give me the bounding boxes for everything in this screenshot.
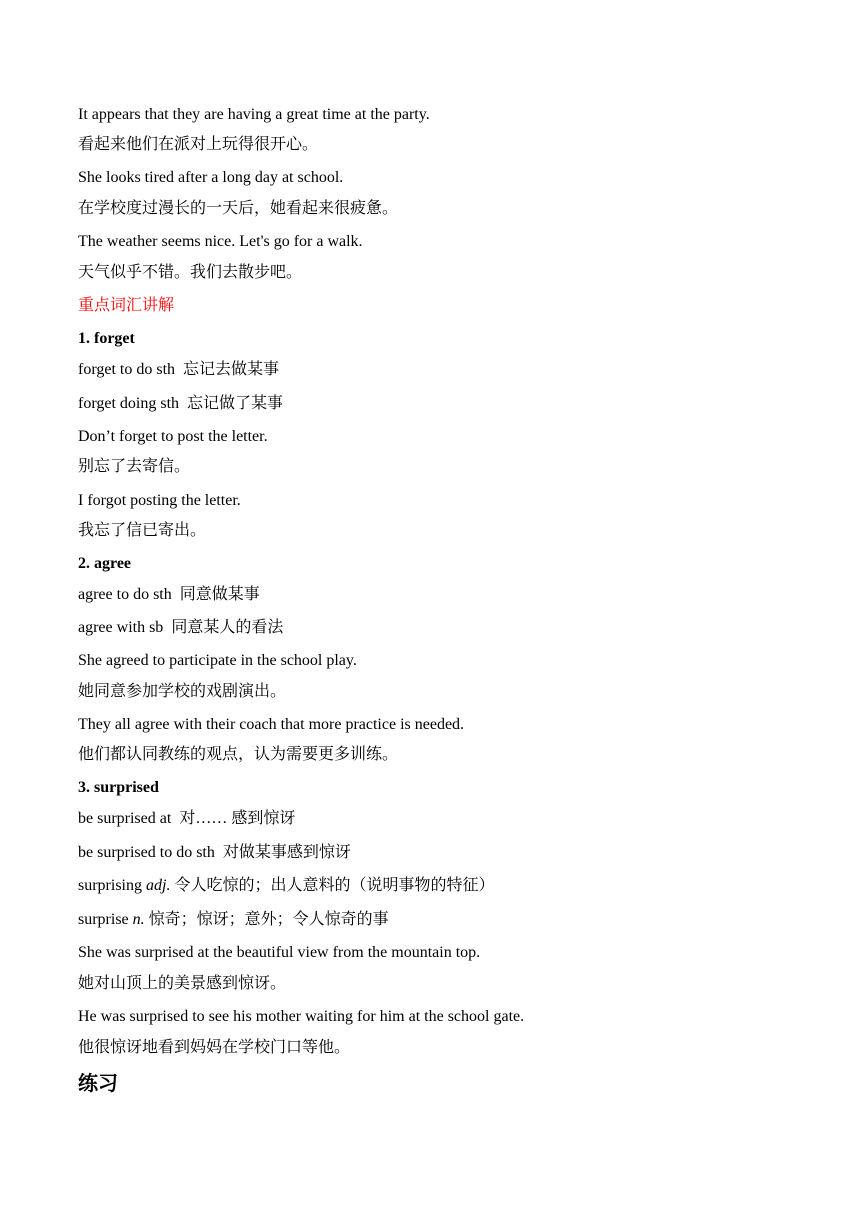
forget-phrase-1-zh: 忘记去做某事 [183,361,280,378]
surprised-phrase-1-zh: 对…… 感到惊讶 [179,810,296,827]
agree-heading: 2. agree [78,555,132,572]
surprised-phrase-3 [78,876,494,896]
surprised-phrase-3-pos: adj. [146,877,171,894]
agree-phrase-2 [78,618,283,638]
surprised-phrase-4-word: surprise [78,911,129,928]
agree-phrase-1-zh: 同意做某事 [179,586,260,603]
forget-example-2-en: I forgot posting the letter. [78,492,241,509]
vocab-section-title: 重点词汇讲解 [78,297,175,314]
surprised-phrase-1 [78,809,295,829]
forget-phrase-1 [78,360,279,380]
surprised-phrase-3-zh: 令人吃惊的；出人意料的（说明事物的特征） [174,877,495,894]
surprised-phrase-2 [78,843,351,863]
forget-example-2-zh: 我忘了信已寄出。 [78,522,207,539]
agree-phrase-1 [78,585,260,605]
forget-phrase-1-en: forget to do sth [78,361,176,378]
intro-sentence-2-en: She looks tired after a long day at school. [78,169,344,186]
surprised-phrase-1-en: be surprised at [78,810,172,827]
surprised-phrase-4 [78,910,389,930]
surprised-phrase-4-pos: n. [132,911,145,928]
agree-phrase-2-zh: 同意某人的看法 [171,619,284,636]
surprised-example-2-zh: 他很惊讶地看到妈妈在学校门口等他。 [78,1039,351,1056]
agree-example-1-zh: 她同意参加学校的戏剧演出。 [78,683,287,700]
intro-sentence-3-zh: 天气似乎不错。我们去散步吧。 [78,264,303,281]
surprised-example-2-en: He was surprised to see his mother waiting for him at the school gate. [78,1008,525,1025]
intro-sentence-3-en: The weather seems nice. Let's go for a walk. [78,233,363,250]
forget-heading: 1. forget [78,330,135,347]
intro-sentence-2-zh: 在学校度过漫长的一天后，她看起来很疲惫。 [78,200,399,217]
agree-example-1-en: She agreed to participate in the school play. [78,652,357,669]
intro-sentence-1-en: It appears that they are having a great time at the party. [78,106,430,123]
surprised-example-1-zh: 她对山顶上的美景感到惊讶。 [78,975,287,992]
forget-example-1-en: Don’t forget to post the letter. [78,428,268,445]
forget-phrase-2-en: forget doing sth [78,395,180,412]
agree-example-2-zh: 他们都认同教练的观点，认为需要更多训练。 [78,746,399,763]
intro-sentence-1-zh: 看起来他们在派对上玩得很开心。 [78,136,319,153]
forget-phrase-2-zh: 忘记做了某事 [187,395,284,412]
surprised-phrase-4-zh: 惊奇；惊讶；意外；令人惊奇的事 [148,911,389,928]
surprised-phrase-3-word: surprising [78,877,142,894]
forget-example-1-zh: 别忘了去寄信。 [78,458,191,475]
surprised-example-1-en: She was surprised at the beautiful view from the mountain top. [78,944,481,961]
forget-phrase-2 [78,394,283,414]
agree-phrase-1-en: agree to do sth [78,586,172,603]
surprised-heading: 3. surprised [78,779,159,796]
surprised-phrase-2-zh: 对做某事感到惊讶 [222,844,351,861]
agree-example-2-en: They all agree with their coach that more practice is needed. [78,716,465,733]
surprised-phrase-2-en: be surprised to do sth [78,844,215,861]
agree-phrase-2-en: agree with sb [78,619,164,636]
exercise-heading: 练习 [78,1071,118,1095]
